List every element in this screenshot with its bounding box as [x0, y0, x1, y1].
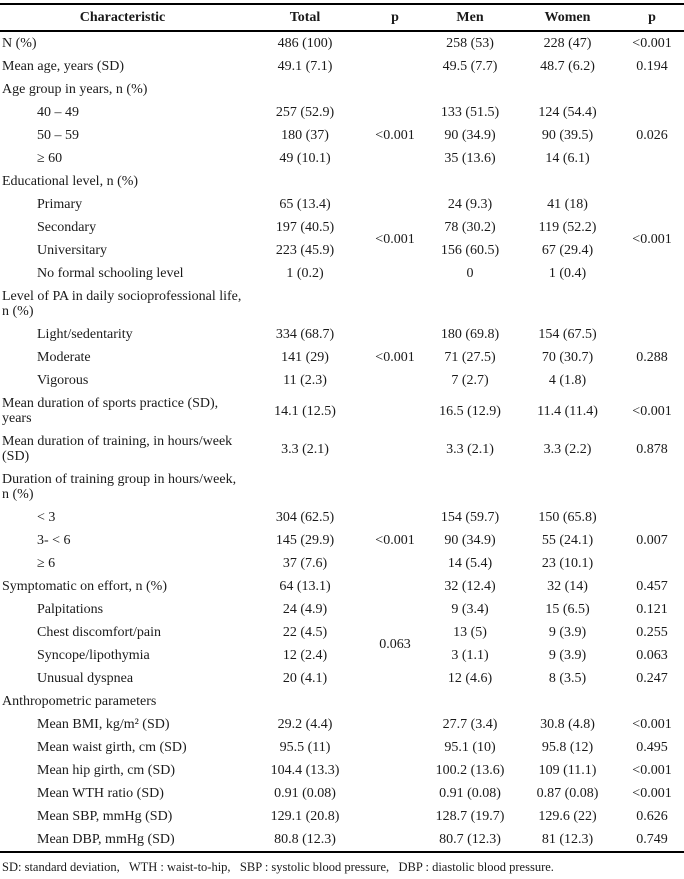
cell-men: 78 (30.2) [444, 220, 496, 235]
cell-men: 128.7 (19.7) [435, 809, 505, 824]
cell-total: 3.3 (2.1) [281, 441, 329, 457]
cell-women: 124 (54.4) [538, 105, 597, 120]
cell-p2: <0.001 [632, 786, 672, 801]
cell-p2: 0.063 [636, 648, 668, 663]
cell-total: 29.2 (4.4) [277, 717, 333, 732]
cell-men [425, 170, 515, 193]
table-row [0, 239, 684, 262]
cell-p1 [365, 468, 425, 506]
cell-total: 22 (4.5) [282, 625, 328, 640]
cell-women: 8 (3.5) [548, 671, 587, 686]
cell-total: 49.1 (7.1) [277, 59, 333, 74]
cell-women: 119 (52.2) [538, 220, 597, 235]
cell-total: 334 (68.7) [275, 327, 335, 342]
row-label-sub: Mean waist girth, cm (SD) [37, 740, 187, 755]
header-p-sex: p [620, 4, 684, 31]
cell-p2 [620, 285, 684, 323]
cell-p1 [365, 170, 425, 193]
cell-total: 80.8 (12.3) [274, 832, 336, 847]
table-row [0, 736, 684, 759]
cell-men: 49.5 (7.7) [442, 59, 498, 74]
row-label-sub: Secondary [37, 220, 97, 235]
cell-men [425, 285, 515, 323]
row-label-sub: < 3 [37, 510, 56, 525]
cell-total: 104.4 (13.3) [270, 763, 340, 778]
row-label-sub: ≥ 6 [37, 556, 56, 571]
cell-total: 180 (37) [281, 128, 329, 143]
cell-men: 13 (5) [453, 625, 487, 640]
cell-women [515, 170, 620, 193]
table-row [0, 124, 684, 147]
table-row [0, 170, 684, 193]
cell-men: 95.1 (10) [444, 740, 496, 755]
cell-men [425, 78, 515, 101]
cell-p1 [365, 575, 425, 598]
table-row [0, 285, 684, 323]
row-label-sub: Chest discomfort/pain [37, 625, 162, 640]
cell-men: 3.3 (2.1) [446, 441, 494, 457]
cell-men: 0.91 (0.08) [439, 786, 501, 801]
cell-men: 71 (27.5) [444, 350, 496, 365]
cell-total: 37 (7.6) [282, 556, 328, 571]
row-label: Mean duration of training, in hours/week (SD) [2, 434, 233, 464]
cell-p1 [365, 78, 425, 101]
characteristics-table [0, 3, 684, 853]
table-row [0, 782, 684, 805]
cell-p2: 0.026 [636, 128, 668, 143]
cell-men: 0 [466, 266, 474, 281]
header-women: Women [515, 4, 620, 31]
table-row [0, 552, 684, 575]
cell-women: 41 (18) [547, 197, 588, 212]
cell-women: 4 (1.8) [548, 373, 587, 388]
table-row [0, 759, 684, 782]
cell-men: 100.2 (13.6) [435, 763, 505, 778]
cell-men: 14 (5.4) [447, 556, 493, 571]
cell-men: 27.7 (3.4) [442, 717, 498, 732]
row-label-sub: Mean hip girth, cm (SD) [37, 763, 176, 778]
cell-p2: <0.001 [632, 36, 672, 51]
row-label: Age group in years, n (%) [2, 82, 148, 97]
cell-women: 30.8 (4.8) [540, 717, 595, 732]
cell-total: 20 (4.1) [282, 671, 328, 686]
row-label-sub: No formal schooling level [37, 266, 184, 281]
cell-women: 48.7 (6.2) [540, 59, 595, 74]
row-label: Mean age, years (SD) [2, 59, 125, 74]
cell-p2: <0.001 [632, 403, 672, 419]
cell-women [515, 468, 620, 506]
row-label-sub: Mean DBP, mmHg (SD) [37, 832, 175, 847]
cell-men: 12 (4.6) [447, 671, 493, 686]
cell-men: 9 (3.4) [451, 602, 489, 617]
cell-women: 23 (10.1) [541, 556, 594, 571]
table-row [0, 262, 684, 285]
table-row [0, 346, 684, 369]
cell-p2 [620, 690, 684, 713]
cell-p2: 0.121 [636, 602, 668, 617]
row-label-sub: Palpitations [37, 602, 104, 617]
cell-men: 90 (34.9) [444, 533, 496, 548]
row-label-sub: Mean BMI, kg/m² (SD) [37, 717, 170, 732]
cell-women: 11.4 (11.4) [537, 403, 598, 419]
row-label-sub: ≥ 60 [37, 151, 63, 166]
table-row [0, 147, 684, 170]
cell-p2: 0.457 [636, 579, 668, 594]
table-row [0, 828, 684, 852]
table-row [0, 506, 684, 529]
table-row [0, 713, 684, 736]
cell-total: 14.1 (12.5) [274, 403, 336, 419]
cell-men [425, 690, 515, 713]
cell-p1 [365, 285, 425, 323]
row-label-sub: Unusual dyspnea [37, 671, 134, 686]
cell-women: 95.8 (12) [541, 740, 594, 755]
table-row [0, 193, 684, 216]
cell-men: 32 (12.4) [444, 579, 496, 594]
table-row [0, 598, 684, 621]
cell-men: 24 (9.3) [447, 197, 493, 212]
cell-total: 1 (0.2) [286, 266, 324, 281]
cell-total: 12 (2.4) [282, 648, 328, 663]
cell-p1: 0.063 [379, 636, 411, 652]
cell-women: 9 (3.9) [548, 648, 587, 663]
table-row [0, 101, 684, 124]
cell-women: 150 (65.8) [538, 510, 597, 525]
cell-p2: 0.288 [636, 350, 668, 365]
cell-total: 486 (100) [277, 36, 333, 51]
cell-p1 [365, 690, 425, 713]
cell-total: 24 (4.9) [282, 602, 328, 617]
cell-total: 223 (45.9) [275, 243, 335, 258]
cell-men: 258 (53) [446, 36, 494, 51]
cell-women: 70 (30.7) [541, 350, 594, 365]
cell-women: 228 (47) [543, 36, 592, 51]
header-total: Total [245, 4, 365, 31]
row-label: N (%) [2, 36, 37, 51]
cell-men [425, 468, 515, 506]
cell-total: 95.5 (11) [279, 740, 331, 755]
row-label-sub: Mean SBP, mmHg (SD) [37, 809, 173, 824]
cell-total [245, 690, 365, 713]
table-row [0, 690, 684, 713]
cell-p1 [365, 713, 425, 736]
cell-men: 35 (13.6) [444, 151, 496, 166]
cell-p2 [620, 78, 684, 101]
table-footnote: SD: standard deviation, WTH : waist-to-hip, SBP : systolic blood pressure, DBP : diastolic blood pressure. [2, 860, 554, 874]
row-label: Anthropometric parameters [2, 694, 157, 709]
cell-women: 81 (12.3) [541, 832, 594, 847]
cell-total: 304 (62.5) [275, 510, 335, 525]
cell-p2: <0.001 [632, 717, 672, 732]
row-label-sub: Universitary [37, 243, 107, 258]
header-characteristic: Characteristic [0, 4, 245, 31]
cell-men: 90 (34.9) [444, 128, 496, 143]
cell-men: 156 (60.5) [440, 243, 500, 258]
cell-total: 11 (2.3) [283, 373, 327, 388]
cell-women: 154 (67.5) [538, 327, 597, 342]
cell-men: 7 (2.7) [451, 373, 489, 388]
cell-women [515, 285, 620, 323]
header-p-total: p [365, 4, 425, 31]
cell-p2: 0.626 [636, 809, 668, 824]
cell-total [245, 468, 365, 506]
cell-men: 16.5 (12.9) [439, 403, 501, 419]
cell-women: 32 (14) [547, 579, 588, 594]
cell-total [245, 78, 365, 101]
table-header-row [0, 4, 684, 31]
cell-women: 9 (3.9) [548, 625, 587, 640]
row-label-sub: 3- < 6 [37, 533, 71, 548]
table-row [0, 529, 684, 552]
cell-p1: <0.001 [375, 231, 415, 247]
cell-women: 14 (6.1) [545, 151, 590, 166]
cell-p1 [365, 430, 425, 468]
table-row [0, 55, 684, 78]
table-row [0, 430, 684, 468]
cell-total: 141 (29) [281, 350, 329, 365]
cell-total: 145 (29.9) [275, 533, 335, 548]
table-row [0, 644, 684, 667]
table-row [0, 216, 684, 239]
row-label: Educational level, n (%) [2, 174, 139, 189]
cell-p1 [365, 828, 425, 852]
cell-women [515, 690, 620, 713]
cell-p1 [365, 805, 425, 828]
cell-p2: <0.001 [632, 763, 672, 778]
cell-p2 [620, 468, 684, 506]
cell-total: 197 (40.5) [275, 220, 335, 235]
cell-p2: 0.194 [636, 59, 668, 74]
row-label-sub: Moderate [37, 350, 91, 365]
cell-p2: 0.878 [636, 441, 668, 457]
cell-total [245, 170, 365, 193]
cell-women: 90 (39.5) [541, 128, 594, 143]
table-row [0, 805, 684, 828]
cell-total: 129.1 (20.8) [270, 809, 340, 824]
cell-men: 133 (51.5) [440, 105, 500, 120]
cell-p2: 0.247 [636, 671, 668, 686]
row-label-sub: Vigorous [37, 373, 89, 388]
cell-p2: 0.749 [636, 832, 668, 847]
cell-women: 55 (24.1) [541, 533, 594, 548]
table-row [0, 31, 684, 55]
table-row [0, 392, 684, 430]
cell-men: 3 (1.1) [451, 648, 489, 663]
cell-p1 [365, 736, 425, 759]
cell-total: 0.91 (0.08) [274, 786, 336, 801]
row-label-sub: 40 – 49 [37, 105, 79, 120]
cell-p1 [365, 759, 425, 782]
table-row [0, 369, 684, 392]
cell-p1: <0.001 [375, 350, 415, 365]
table-row [0, 575, 684, 598]
cell-women [515, 78, 620, 101]
cell-men: 80.7 (12.3) [439, 832, 501, 847]
row-label: Symptomatic on effort, n (%) [2, 579, 167, 594]
cell-p2: <0.001 [632, 231, 672, 247]
cell-women: 1 (0.4) [548, 266, 587, 281]
cell-p1 [365, 392, 425, 430]
cell-women: 67 (29.4) [541, 243, 594, 258]
row-label: Duration of training group in hours/week, n (%) [2, 472, 237, 502]
table-row [0, 468, 684, 506]
header-men: Men [425, 4, 515, 31]
cell-women: 109 (11.1) [538, 763, 597, 778]
row-label: Mean duration of sports practice (SD), years [2, 396, 219, 426]
cell-men: 154 (59.7) [440, 510, 500, 525]
row-label: Level of PA in daily socioprofessional life, n (%) [2, 289, 242, 319]
table-row [0, 667, 684, 690]
row-label-sub: Syncope/lipothymia [37, 648, 150, 663]
cell-p2 [620, 170, 684, 193]
cell-women: 3.3 (2.2) [543, 441, 592, 457]
table-row [0, 323, 684, 346]
cell-p1 [365, 31, 425, 55]
row-label-sub: Light/sedentarity [37, 327, 133, 342]
cell-p1 [365, 782, 425, 805]
cell-p1: <0.001 [375, 128, 415, 143]
cell-total: 49 (10.1) [279, 151, 331, 166]
cell-total [245, 285, 365, 323]
cell-women: 0.87 (0.08) [536, 786, 599, 801]
cell-p2: 0.255 [636, 625, 668, 640]
cell-men: 180 (69.8) [440, 327, 500, 342]
cell-total: 64 (13.1) [279, 579, 331, 594]
cell-p1: <0.001 [375, 533, 415, 548]
row-label-sub: Mean WTH ratio (SD) [37, 786, 164, 801]
cell-p2: 0.007 [636, 533, 668, 548]
cell-total: 65 (13.4) [279, 197, 331, 212]
table-row [0, 78, 684, 101]
row-label-sub: 50 – 59 [37, 128, 79, 143]
table-row [0, 621, 684, 644]
cell-p2: 0.495 [636, 740, 668, 755]
cell-women: 15 (6.5) [545, 602, 590, 617]
cell-total: 257 (52.9) [275, 105, 335, 120]
cell-women: 129.6 (22) [538, 809, 597, 824]
table-body [0, 31, 684, 852]
row-label-sub: Primary [37, 197, 83, 212]
cell-p1 [365, 55, 425, 78]
